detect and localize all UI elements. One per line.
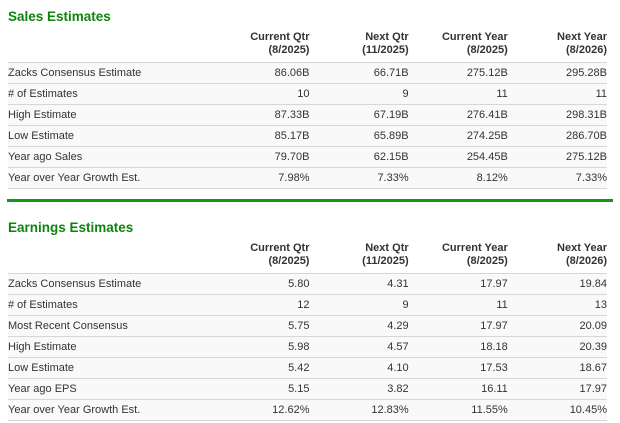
- column-period-label: Next Qtr: [365, 31, 409, 43]
- column-date-label: (8/2025): [268, 44, 310, 56]
- cell-value: 65.89B: [373, 130, 409, 142]
- cell-value: 66.71B: [373, 67, 409, 79]
- cell-value: 4.57: [387, 341, 409, 353]
- table-row: [8, 379, 607, 400]
- table-body: [8, 274, 607, 421]
- cell-value: 4.10: [387, 362, 409, 374]
- section-gap: [0, 202, 620, 211]
- cell-value: 11: [496, 299, 508, 311]
- table-row: [8, 84, 607, 105]
- estimates-section: [0, 0, 620, 189]
- row-label: Year over Year Growth Est.: [8, 404, 141, 416]
- estimates-table: [8, 31, 607, 189]
- cell-value: 17.53: [480, 362, 508, 374]
- cell-value: 274.25B: [466, 130, 508, 142]
- cell-value: 17.97: [480, 320, 508, 332]
- row-label: High Estimate: [8, 109, 77, 121]
- column-header: [508, 242, 607, 274]
- cell-value: 16.11: [481, 383, 508, 395]
- column-period-label: Next Year: [557, 31, 607, 43]
- table-row: [8, 295, 607, 316]
- cell-value: 9: [402, 299, 409, 311]
- cell-value: 12.62%: [272, 404, 310, 416]
- cell-value: 254.45B: [466, 151, 508, 163]
- cell-value: 5.42: [288, 362, 310, 374]
- row-label: Low Estimate: [8, 362, 75, 374]
- cell-value: 7.33%: [377, 172, 409, 184]
- section-title-earnings-estimates: Earnings Estimates: [8, 220, 134, 235]
- cell-value: 276.41B: [466, 109, 508, 121]
- table-row: [8, 358, 607, 379]
- row-label: Low Estimate: [8, 130, 75, 142]
- cell-value: 87.33B: [274, 109, 310, 121]
- column-header: [309, 242, 408, 274]
- cell-value: 11: [595, 88, 607, 100]
- column-header: [309, 31, 408, 63]
- cell-value: 17.97: [480, 278, 508, 290]
- column-period-label: Current Year: [441, 31, 508, 43]
- table-row: [8, 337, 607, 358]
- cell-value: 4.31: [387, 278, 409, 290]
- cell-value: 4.29: [387, 320, 409, 332]
- table-row: [8, 400, 607, 421]
- cell-value: 12.83%: [371, 404, 409, 416]
- column-period-label: Next Year: [557, 242, 607, 254]
- row-label: # of Estimates: [8, 88, 78, 100]
- cell-value: 5.98: [288, 341, 310, 353]
- table-row: [8, 168, 607, 189]
- cell-value: 19.84: [579, 278, 607, 290]
- row-label: Year ago Sales: [8, 151, 83, 163]
- row-label: # of Estimates: [8, 299, 78, 311]
- cell-value: 295.28B: [566, 67, 607, 79]
- table-row: [8, 126, 607, 147]
- section-title-sales-estimates: Sales Estimates: [8, 9, 111, 24]
- table-row: [8, 316, 607, 337]
- column-date-label: (8/2025): [466, 44, 508, 56]
- cell-value: 12: [297, 299, 310, 311]
- cell-value: 10: [297, 88, 310, 100]
- cell-value: 7.98%: [278, 172, 310, 184]
- column-period-label: Next Qtr: [365, 242, 409, 254]
- row-label: Year ago EPS: [8, 383, 77, 395]
- cell-value: 18.67: [579, 362, 607, 374]
- cell-value: 5.75: [288, 320, 310, 332]
- row-label: Year over Year Growth Est.: [8, 172, 141, 184]
- estimates-table: [8, 242, 607, 421]
- cell-value: 275.12B: [466, 67, 508, 79]
- column-period-label: Current Qtr: [250, 242, 310, 254]
- row-label: Most Recent Consensus: [8, 320, 128, 332]
- table-row: [8, 147, 607, 168]
- cell-value: 86.06B: [274, 67, 310, 79]
- cell-value: 7.33%: [575, 172, 607, 184]
- cell-value: 275.12B: [566, 151, 607, 163]
- column-period-label: Current Year: [441, 242, 508, 254]
- table-header: [8, 242, 607, 274]
- cell-value: 5.15: [288, 383, 310, 395]
- cell-value: 18.18: [480, 341, 508, 353]
- column-header: [409, 31, 508, 63]
- cell-value: 17.97: [579, 383, 607, 395]
- table-body: [8, 63, 607, 189]
- cell-value: 8.12%: [476, 172, 508, 184]
- header-spacer: [8, 242, 210, 274]
- row-label: Zacks Consensus Estimate: [8, 278, 142, 290]
- column-period-label: Current Qtr: [250, 31, 310, 43]
- cell-value: 11: [496, 88, 508, 100]
- column-date-label: (8/2025): [268, 255, 310, 267]
- cell-value: 79.70B: [274, 151, 310, 163]
- cell-value: 3.82: [387, 383, 409, 395]
- cell-value: 67.19B: [373, 109, 409, 121]
- table-row: [8, 105, 607, 126]
- cell-value: 10.45%: [569, 404, 607, 416]
- header-row: [8, 31, 607, 63]
- column-date-label: (8/2025): [466, 255, 508, 267]
- column-date-label: (8/2026): [566, 255, 607, 267]
- table-row: [8, 63, 607, 84]
- column-header: [409, 242, 508, 274]
- table-row: [8, 274, 607, 295]
- cell-value: 20.09: [579, 320, 607, 332]
- cell-value: 85.17B: [274, 130, 310, 142]
- cell-value: 298.31B: [566, 109, 607, 121]
- cell-value: 11.55%: [471, 404, 508, 416]
- cell-value: 286.70B: [566, 130, 607, 142]
- row-label: Zacks Consensus Estimate: [8, 67, 142, 79]
- cell-value: 13: [594, 299, 607, 311]
- column-header: [210, 242, 309, 274]
- column-date-label: (8/2026): [566, 44, 607, 56]
- row-label: High Estimate: [8, 341, 77, 353]
- cell-value: 20.39: [579, 341, 607, 353]
- estimates-section: [0, 211, 620, 421]
- column-header: [508, 31, 607, 63]
- cell-value: 5.80: [288, 278, 310, 290]
- header-spacer: [8, 31, 210, 63]
- column-date-label: (11/2025): [362, 44, 409, 56]
- column-date-label: (11/2025): [362, 255, 409, 267]
- header-row: [8, 242, 607, 274]
- table-header: [8, 31, 607, 63]
- cell-value: 62.15B: [373, 151, 409, 163]
- column-header: [210, 31, 309, 63]
- cell-value: 9: [402, 88, 409, 100]
